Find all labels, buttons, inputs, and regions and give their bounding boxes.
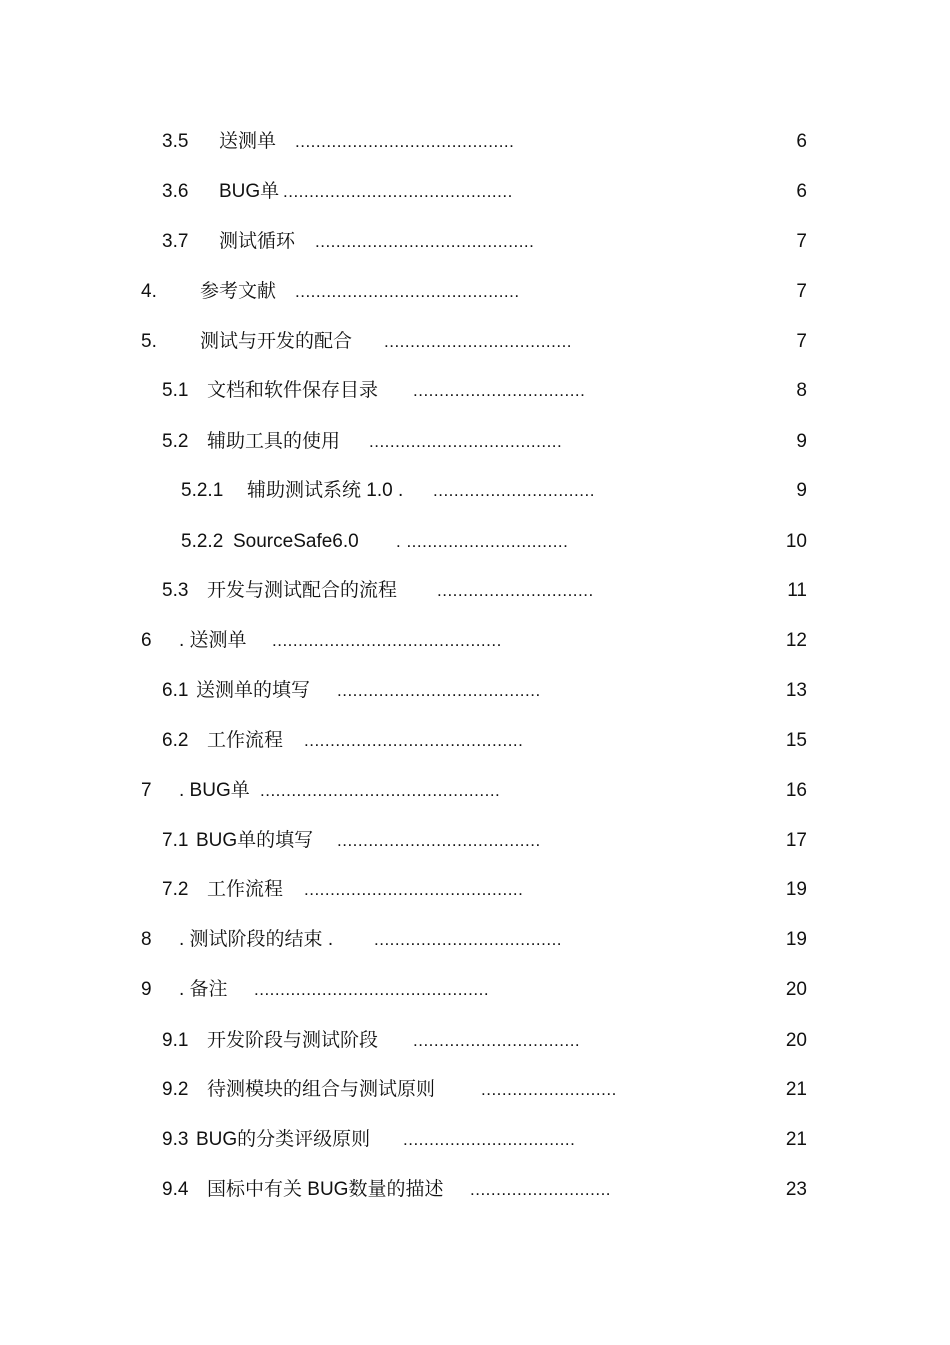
toc-entry xyxy=(162,227,812,257)
toc-entry-title: 工作流程 xyxy=(207,879,284,900)
toc-entry-number: 9 xyxy=(141,979,152,1000)
toc-entry-page: 9 xyxy=(796,480,807,501)
toc-entry-number: 6.1 xyxy=(162,680,189,701)
toc-entry-title: 辅助测试系统 1.0 . xyxy=(247,480,404,501)
toc-entry xyxy=(162,177,812,207)
toc-entry-title: 送测单 xyxy=(219,131,277,152)
toc-entry xyxy=(162,1125,812,1155)
toc-entry xyxy=(141,776,811,806)
toc-entry-number: 9.1 xyxy=(162,1030,189,1051)
toc-entry xyxy=(141,925,811,955)
toc-entry-title: 工作流程 xyxy=(207,730,284,751)
toc-entry xyxy=(141,327,811,357)
toc-entry-leader: ....................................... xyxy=(337,681,541,700)
toc-entry-page: 21 xyxy=(785,1079,807,1100)
toc-entry-page: 7 xyxy=(796,281,807,302)
toc-entry-number: 7.1 xyxy=(162,830,189,851)
toc-entry-page: 20 xyxy=(785,979,807,1000)
toc-entry-leader: ............................................ xyxy=(272,631,502,650)
toc-entry-number: 5. xyxy=(141,331,157,352)
toc-entry-number: 4. xyxy=(141,281,157,302)
toc-entry-number: 9.2 xyxy=(162,1079,189,1100)
toc-entry-number: 5.1 xyxy=(162,380,189,401)
toc-entry-leader: .......................................... xyxy=(304,880,524,899)
toc-entry-number: 7 xyxy=(141,780,152,801)
toc-entry-number: 3.6 xyxy=(162,181,189,202)
toc-entry-page: 8 xyxy=(796,380,807,401)
toc-entry-page: 15 xyxy=(785,730,807,751)
toc-entry-leader: ............................... xyxy=(433,481,595,500)
toc-entry-title: BUG单的填写 xyxy=(196,830,314,851)
toc-entry-title: 参考文献 xyxy=(200,281,277,302)
toc-entry-title: 送测单的填写 xyxy=(196,680,311,701)
toc-entry-number: 5.3 xyxy=(162,580,189,601)
toc-entry-leader: ........................................... xyxy=(295,282,520,301)
toc-entry-title: 辅助工具的使用 xyxy=(207,431,341,452)
toc-entry-title: 文档和软件保存目录 xyxy=(207,380,379,401)
toc-entry-page: 9 xyxy=(796,431,807,452)
toc-entry-title: BUG的分类评级原则 xyxy=(196,1129,371,1150)
toc-entry-leader: ................................. xyxy=(413,381,586,400)
toc-entry-page: 12 xyxy=(785,630,807,651)
toc-entry xyxy=(141,277,811,307)
toc-entry xyxy=(162,875,812,905)
toc-entry-page: 11 xyxy=(787,580,807,601)
toc-entry-number: 3.5 xyxy=(162,131,189,152)
toc-entry-leader: .......................................... xyxy=(295,132,515,151)
toc-entry-leader: ................................. xyxy=(403,1130,576,1149)
toc-entry xyxy=(162,826,812,856)
toc-entry-leader: ................................ xyxy=(413,1031,581,1050)
toc-entry-number: 9.4 xyxy=(162,1179,189,1200)
toc-entry-number: 5.2.1 xyxy=(181,480,224,501)
toc-entry-page: 7 xyxy=(796,331,807,352)
toc-entry-page: 6 xyxy=(796,131,807,152)
toc-entry-page: 6 xyxy=(796,181,807,202)
toc-entry-leader: . ............................... xyxy=(396,532,569,551)
toc-entry-title: BUG单 xyxy=(219,181,280,202)
toc-entry-page: 17 xyxy=(785,830,807,851)
toc-entry-leader: .......................................... xyxy=(304,731,524,750)
toc-entry-number: 3.7 xyxy=(162,231,189,252)
toc-entry xyxy=(141,626,811,656)
toc-entry-number: 6.2 xyxy=(162,730,189,751)
toc-entry-leader: ............................................. xyxy=(254,980,490,999)
toc-entry-title: . 备注 xyxy=(179,979,228,1000)
toc-entry-title: 测试循环 xyxy=(219,231,296,252)
toc-entry xyxy=(181,476,811,506)
toc-entry xyxy=(162,427,812,457)
toc-entry-leader: .................................... xyxy=(384,332,573,351)
toc-entry-title: 测试与开发的配合 xyxy=(200,331,353,352)
toc-entry xyxy=(162,726,812,756)
toc-entry xyxy=(162,676,812,706)
toc-entry-leader: .............................. xyxy=(437,581,594,600)
toc-entry-leader: .......................................... xyxy=(315,232,535,251)
toc-entry-page: 7 xyxy=(796,231,807,252)
toc-entry xyxy=(181,527,811,557)
toc-entry-number: 9.3 xyxy=(162,1129,189,1150)
toc-entry-number: 5.2.2 xyxy=(181,531,224,552)
toc-entry-page: 19 xyxy=(785,929,807,950)
toc-entry-number: 6 xyxy=(141,630,152,651)
toc-entry-leader: .................................... xyxy=(374,930,563,949)
toc-entry-page: 13 xyxy=(785,680,807,701)
toc-entry-leader: ............................................ xyxy=(283,182,513,201)
toc-entry-title: 开发与测试配合的流程 xyxy=(207,580,398,601)
toc-entry-page: 23 xyxy=(785,1179,807,1200)
toc-entry-page: 19 xyxy=(785,879,807,900)
toc-entry xyxy=(162,1175,812,1205)
toc-entry xyxy=(162,1075,812,1105)
toc-entry-title: . 送测单 xyxy=(179,630,247,651)
toc-entry xyxy=(141,975,811,1005)
toc-entry-leader: ....................................... xyxy=(337,831,541,850)
toc-entry-page: 20 xyxy=(785,1030,807,1051)
toc-entry-title: 国标中有关 BUG数量的描述 xyxy=(207,1179,444,1200)
toc-entry-page: 16 xyxy=(785,780,807,801)
toc-entry-number: 7.2 xyxy=(162,879,189,900)
toc-entry xyxy=(162,127,812,157)
toc-entry xyxy=(162,576,812,606)
toc-entry-title: 待测模块的组合与测试原则 xyxy=(207,1079,436,1100)
toc-entry-title: . BUG单 xyxy=(179,780,250,801)
toc-entry-page: 21 xyxy=(785,1129,807,1150)
toc-entry-title: SourceSafe6.0 xyxy=(233,531,359,552)
toc-entry xyxy=(162,1026,812,1056)
toc-entry-page: 10 xyxy=(785,531,807,552)
toc-entry-number: 8 xyxy=(141,929,152,950)
toc-entry-number: 5.2 xyxy=(162,431,189,452)
toc-entry-title: 开发阶段与测试阶段 xyxy=(207,1030,379,1051)
toc-entry-leader: ........................... xyxy=(470,1180,612,1199)
toc-entry-leader: ..................................... xyxy=(369,432,563,451)
toc-entry-leader: .......................... xyxy=(481,1080,617,1099)
toc-entry-title: . 测试阶段的结束 . xyxy=(179,929,334,950)
toc-entry xyxy=(162,376,812,406)
toc-entry-leader: .............................................. xyxy=(260,781,501,800)
